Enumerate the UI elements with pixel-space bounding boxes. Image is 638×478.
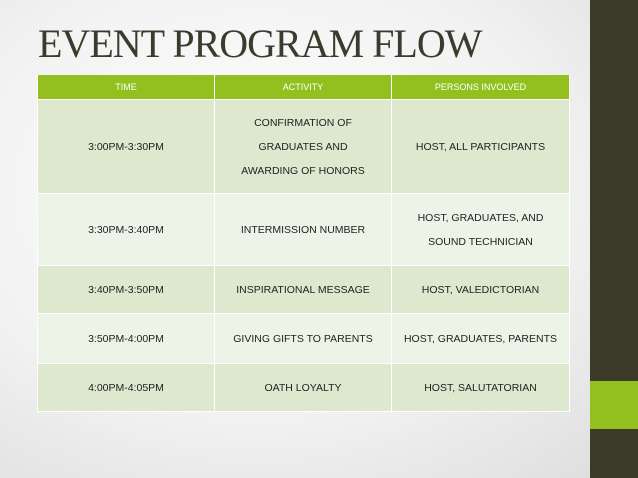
cell-time: 3:30PM-3:40PM [38, 194, 215, 266]
program-table [37, 75, 570, 412]
cell-time: 3:40PM-3:50PM [38, 266, 215, 314]
cell-time: 3:50PM-4:00PM [38, 314, 215, 364]
cell-persons: HOST, SALUTATORIAN [392, 364, 570, 412]
cell-time: 4:00PM-4:05PM [38, 364, 215, 412]
decorative-accent-square [590, 381, 638, 429]
table-row [38, 194, 570, 266]
cell-activity: OATH LOYALTY [215, 364, 392, 412]
table-row [38, 266, 570, 314]
table-row [38, 314, 570, 364]
header-time: TIME [38, 75, 215, 100]
table-row [38, 364, 570, 412]
slide-title: EVENT PROGRAM FLOW [38, 21, 482, 66]
cell-time: 3:00PM-3:30PM [38, 100, 215, 194]
cell-persons: HOST, GRADUATES, PARENTS [392, 314, 570, 364]
table-header-row [38, 75, 570, 100]
cell-persons: HOST, VALEDICTORIAN [392, 266, 570, 314]
cell-persons: HOST, GRADUATES, AND SOUND TECHNICIAN [392, 194, 570, 266]
cell-activity: INTERMISSION NUMBER [215, 194, 392, 266]
header-persons-involved: PERSONS INVOLVED [392, 75, 570, 100]
cell-activity: GIVING GIFTS TO PARENTS [215, 314, 392, 364]
cell-activity: CONFIRMATION OF GRADUATES AND AWARDING OF HONORS [215, 100, 392, 194]
cell-activity: INSPIRATIONAL MESSAGE [215, 266, 392, 314]
header-activity: ACTIVITY [215, 75, 392, 100]
table-row [38, 100, 570, 194]
cell-persons: HOST, ALL PARTICIPANTS [392, 100, 570, 194]
